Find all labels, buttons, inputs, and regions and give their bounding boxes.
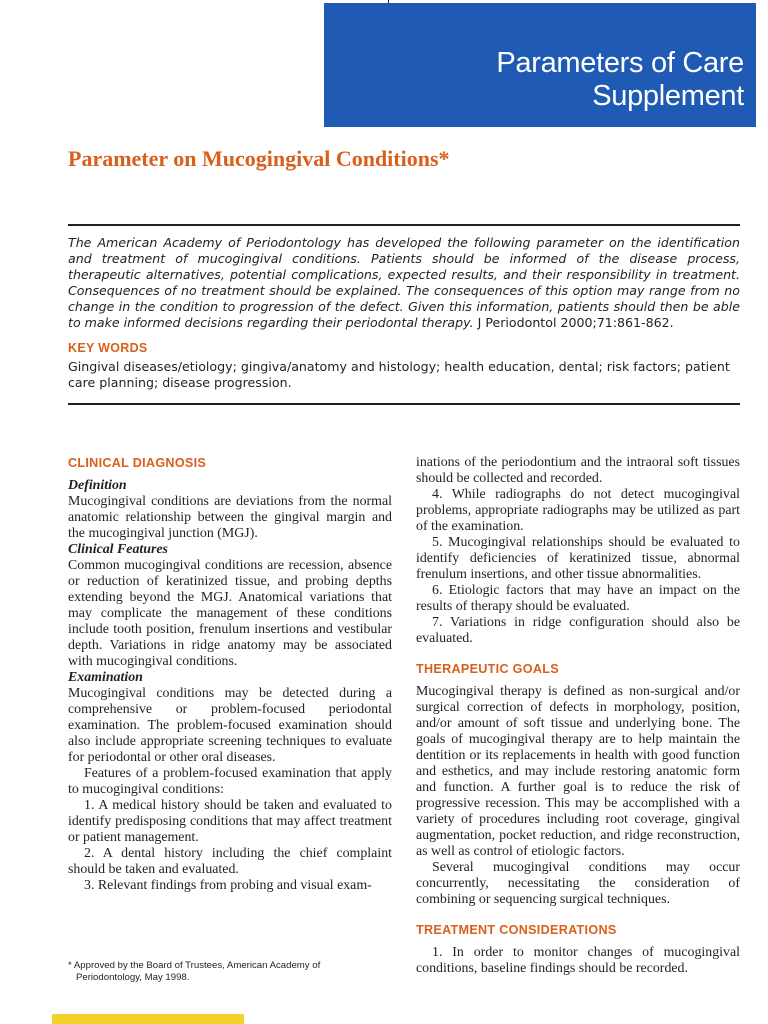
features-text: Common mucogingival conditions are recession, absence or reduction of keratinized tissue, and probing depths extending beyond the MGJ. Anatomical variations that may complicate the management of these conditions include tooth position, frenulum insertions and vestibular depth. Variations in ridge anatomy may be associated with mucogingival conditions. — [68, 558, 392, 669]
bottom-rule — [68, 403, 740, 405]
goals-text: Mucogingival therapy is defined as non-surgical and/or surgical correction of defects in morphology, position, and/or amount of soft tissue and underlying bone. The goals of mucogingival therapy are to help maintain the dentition or its replacements in health with good function and esthetics, and may include restoring anatomic form and function. A further goal is to reduce the risk of progressive recession. This may be accomplished with a variety of procedures including root coverage, gingival augmentation, pocket reduction, and ridge reconstruction, as well as control of etiologic factors. — [416, 684, 740, 859]
exam-item-2: 2. A dental history including the chief complaint should be taken and evaluated. — [68, 846, 392, 877]
keywords-heading: KEY WORDS — [68, 341, 148, 355]
subhead-definition: Definition — [68, 478, 127, 493]
footnote-line-2: Periodontology, May 1998. — [76, 972, 190, 983]
left-column — [68, 455, 392, 894]
subhead-examination: Examination — [68, 670, 143, 685]
abstract — [68, 235, 740, 331]
subhead-clinical-features: Clinical Features — [68, 542, 168, 557]
definition-text: Mucogingival conditions are deviations from the normal anatomic relationship between the gingival margin and the mucogingival junction (MGJ). — [68, 494, 392, 541]
right-column — [416, 455, 740, 977]
top-rule — [68, 224, 740, 226]
article-title: Parameter on Mucogingival Conditions* — [68, 146, 450, 171]
footnote-line-1: * Approved by the Board of Trustees, American Academy of — [68, 960, 321, 971]
banner-line-1: Parameters of Care — [496, 47, 744, 79]
keywords-text: Gingival diseases/etiology; gingiva/anatomy and histology; health education, dental; risk factors; patient care planning; disease progression. — [68, 359, 730, 390]
citation: J Periodontol 2000;71:861-862. — [477, 315, 674, 330]
exam-item-6: 6. Etiologic factors that may have an impact on the results of therapy should be evaluated. — [416, 583, 740, 614]
banner-line-2: Supplement — [592, 80, 744, 112]
exam-item-3-continued: inations of the periodontium and the intraoral soft tissues should be collected and recorded. — [416, 455, 740, 486]
goals-text-2: Several mucogingival conditions may occur concurrently, necessitating the consideration of combining or sequencing surgical techniques. — [416, 860, 740, 907]
exam-item-1: 1. A medical history should be taken and evaluated to identify predisposing conditions that may affect treatment or patient management. — [68, 798, 392, 845]
section-treatment-considerations: TREATMENT CONSIDERATIONS — [416, 923, 617, 937]
footer-accent-bar — [52, 1014, 244, 1024]
section-clinical-diagnosis: CLINICAL DIAGNOSIS — [68, 456, 207, 470]
exam-item-5: 5. Mucogingival relationships should be evaluated to identify deficiencies of keratinized tissue, abnormal frenulum insertions, and other tissue abnormalities. — [416, 535, 740, 582]
exam-item-3: 3. Relevant findings from probing and visual exam- — [84, 878, 372, 893]
footnote — [68, 960, 368, 984]
supplement-banner — [324, 3, 756, 127]
exam-item-4: 4. While radiographs do not detect mucogingival problems, appropriate radiographs may be utilized as part of the examination. — [416, 487, 740, 534]
treatment-item-1: 1. In order to monitor changes of mucogingival conditions, baseline findings should be recorded. — [416, 945, 740, 976]
section-therapeutic-goals: THERAPEUTIC GOALS — [416, 662, 559, 676]
exam-item-7: 7. Variations in ridge configuration should also be evaluated. — [416, 615, 740, 646]
examination-features: Features of a problem-focused examination that apply to mucogingival conditions: — [68, 766, 392, 797]
abstract-text: The American Academy of Periodontology has developed the following parameter on the identification and treatment of mucogingival conditions. Patients should be informed of the disease process, therapeutic alternatives, potential complications, expected results, and their responsibility in treatment. Consequences of no treatment should be explained. The consequences of this option may range from no change in the condition to progression of the defect. Given this information, patients should then be able to make informed decisions regarding their periodontal therapy. — [68, 235, 740, 330]
examination-text: Mucogingival conditions may be detected during a comprehensive or problem-focused periodontal examination. The problem-focused examination should also include appropriate screening techniques to evaluate for periodontal or other oral diseases. — [68, 686, 392, 765]
